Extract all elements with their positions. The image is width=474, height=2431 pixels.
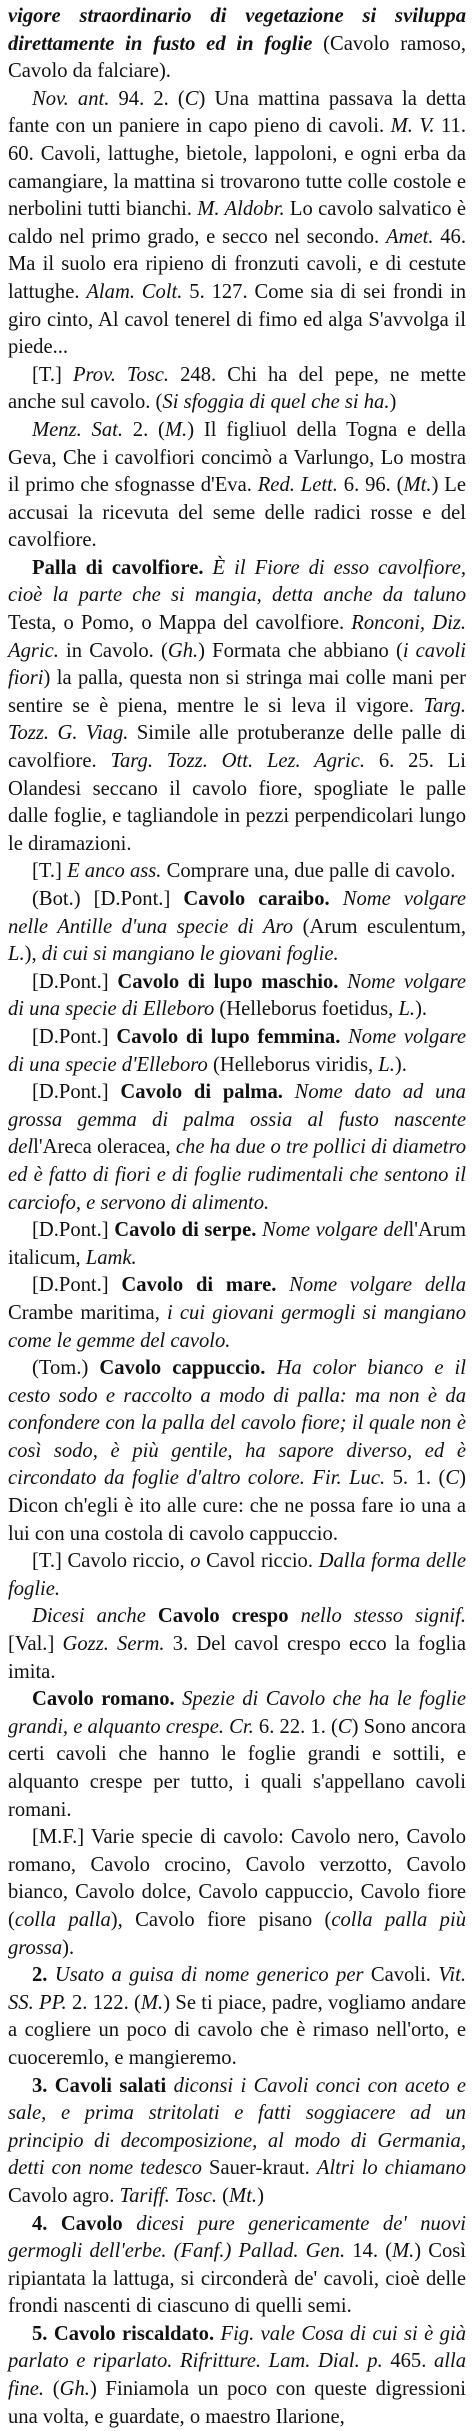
italic-run: Nome volgare di una specie di Elleboro: [8, 970, 466, 1021]
text-run: ) la palla, questa non si stringa mai colle mani per sentire se è piena, mentre le si leva il vigore.: [8, 667, 466, 717]
text-run: ): [257, 2184, 264, 2207]
para-cavolo-crespo: [8, 1603, 466, 1686]
italic-run: Lamk.: [85, 1246, 137, 1269]
bold-run: 4. Cavolo: [32, 2212, 123, 2235]
bold-run: Cavolo di lupo maschio.: [117, 970, 339, 993]
text-run: [Val.]: [8, 1633, 63, 1656]
text-run: (Helleborus viridis,: [207, 1053, 379, 1076]
italic-run: Dicesi anche: [32, 1605, 146, 1628]
text-run: Cavoli.: [363, 1964, 439, 1987]
text-run: [D.Pont.]: [32, 1025, 117, 1048]
italic-run: Targ. Tozz. G. Viag.: [8, 694, 466, 745]
text-run: (Helleborus foetidus,: [214, 998, 399, 1021]
italic-run: colla palla: [14, 1908, 111, 1931]
italic-run: Nome dato ad una grossa gemma di palma ossia al fusto nascente del: [8, 1081, 466, 1159]
italic-run: colla palla più grossa: [8, 1908, 466, 1959]
bold-run: Cavolo di mare.: [121, 1274, 277, 1297]
text-run: ) Sono ancora certi cavoli che hanno le foglie grandi e sottili, e alquanto crespe per tutto, i quali s'appellano cavoli romani.: [8, 1715, 466, 1821]
text-run: Cavol riccio.: [200, 1550, 319, 1573]
italic-run: Altri lo chiamano: [316, 2157, 467, 2180]
italic-run: Amet.: [386, 225, 434, 248]
bold-run: Cavolo caraibo.: [183, 888, 330, 910]
italic-run: i cavoli fiori: [8, 639, 466, 690]
italic-run: Gh.: [59, 2378, 90, 2401]
italic-run: Alam. Colt.: [86, 280, 183, 303]
italic-run: È il Fiore di esso cavolfiore, cioè la parte che si mangia, detta anche da taluno: [8, 556, 466, 607]
italic-run: Nome volgare del: [256, 1219, 409, 1242]
text-run: ) Così ripiantata la lattuga, si circonderà de' cavoli, cioè delle frondi nascenti di ciascuno di quelli semi.: [8, 2240, 466, 2318]
para-cavolo-caraibo: [8, 886, 466, 969]
text-run: 6. 22. 1. (: [253, 1715, 338, 1738]
text-run: (: [44, 2378, 60, 2401]
para-cavolo-lupo-maschio: [8, 969, 466, 1024]
text-run: 11. 60. Cavoli, lattughe, bietole, lappoloni, e ogni erba da camangiare, la mattina si trovarono tutte colle costole e nerbolini tutti bianchi.: [8, 115, 466, 221]
text-run: 46. Ma il suolo era ripieno di fronzuti cavoli, e di cestute lattughe.: [8, 225, 467, 303]
italic-run: M. Aldobr.: [197, 198, 285, 221]
text-run: (Bot.) [D.Pont.]: [32, 888, 184, 910]
bold-run: Cavolo di lupo femmina.: [116, 1025, 341, 1048]
italic-run: Vit. SS. PP.: [8, 1964, 466, 2014]
text-run: ) Una mattina passava la detta fante con un paniere in capo pieno di cavoli.: [8, 87, 466, 138]
text-run: 5. 127. Come sia di sei frondi in giro cinto, Al cavol tenerel di fimo ed alga S'avvolga il piede...: [8, 280, 466, 359]
para-menz-sat: [8, 417, 466, 555]
italic-run: Nome volgare della: [276, 1274, 466, 1297]
italic-run: Tariff. Tosc.: [119, 2184, 218, 2207]
text-run: Sauer-kraut.: [201, 2157, 317, 2180]
italic-run: Si sfoggia di quel che si ha.: [162, 391, 390, 414]
text-run: 2. (: [123, 418, 165, 441]
text-run: ) Il figliuol della Togna e della Geva, Che i cavolfiori concimò a Varlungo, Lo mostra il primo che sfognasse d'Eva.: [8, 418, 466, 497]
para-sense-3: [8, 2073, 466, 2211]
text-run: ), Cavolo fiore pisano (: [110, 1908, 332, 1931]
bold-run: Cavolo cappuccio.: [99, 1357, 266, 1380]
italic-run: Usato a guisa di nome generico per: [54, 1964, 364, 1987]
italic-run: che ha due o tre pollici di diametro ed è fatto di fiori e di foglie rudimentali che sentono il carciofo, e servono di alimento.: [8, 1136, 466, 1214]
italic-run: C: [337, 1715, 352, 1738]
italic-run: alla fine.: [8, 2350, 466, 2401]
italic-run: Gh.: [167, 639, 199, 662]
para-sense-5: [8, 2321, 466, 2431]
italic-run: dicesi pure genericamente de' nuovi germogli dell'erbe. (Fanf.) Pallad. Gen.: [8, 2212, 466, 2263]
text-run: ) Le accusai la ricevuta del seme delle radici rosse e del cavolfiore.: [8, 474, 466, 552]
text-run: 248. Chi ha del pepe, ne mette anche sul cavolo. (: [8, 363, 466, 414]
italic-run: E anco ass.: [67, 860, 162, 883]
bold-italic-run: vigore straordinario di vegetazione si sviluppa direttamente in fusto ed in foglie: [8, 5, 466, 55]
bold-run: 2.: [32, 1964, 55, 1987]
para-cavolo-lupo-femmina: [8, 1024, 466, 1079]
bold-run: Palla di cavolfiore.: [32, 556, 204, 579]
text-run: ) Finiamola un poco con queste digressioni una volta, e guardate, o maestro Ilarione,: [8, 2378, 467, 2428]
text-run: [D.Pont.]: [32, 970, 118, 993]
italic-run: Dalla forma delle foglie.: [8, 1550, 466, 1600]
text-run: ),: [24, 943, 42, 966]
italic-run: C: [184, 87, 199, 110]
para-cavolo-palma: [8, 1079, 466, 1217]
para-cavolo-cappuccio: [8, 1355, 466, 1548]
italic-run: L.: [398, 998, 416, 1021]
para-palla-cavolfiore: [8, 555, 466, 859]
para-cavolo-mare: [8, 1272, 466, 1355]
text-run: 94. 2. (: [109, 87, 185, 110]
para-varie-specie: [8, 1824, 466, 1962]
text-run: 2. 122. (: [66, 1991, 141, 2014]
italic-run: i cui giovani germogli si mangiano come le gemme del cavolo.: [8, 1301, 466, 1352]
italic-run: Nome volgare di una specie d'Elleboro: [8, 1025, 466, 1076]
para-cavolo-serpe: [8, 1217, 466, 1272]
italic-run: Mt.: [229, 2184, 258, 2207]
text-run: (Arum esculentum,: [293, 915, 466, 938]
para-cavolo-foglie: [8, 3, 466, 86]
text-run: ) Se ti piace, padre, vogliamo andare a cogliere un poco di cavolo che è rimaso nell'orto, e cuoceremlo, e mangieremo.: [8, 1991, 466, 2069]
text-run: (Tom.): [32, 1357, 100, 1380]
text-run: 3. Del cavol crespo ecco la foglia imita.: [8, 1633, 467, 1683]
text-run: [D.Pont.]: [32, 1081, 121, 1104]
text-run: ).: [394, 1053, 407, 1076]
para-nov-ant: [8, 86, 466, 362]
para-sense-4: [8, 2211, 466, 2321]
text-run: ).: [62, 1936, 75, 1959]
para-sense-2: [8, 1962, 466, 2072]
italic-run: Nov. ant.: [32, 87, 110, 110]
text-run: Comprare una, due palle di cavolo.: [161, 860, 456, 883]
italic-run: M. V.: [390, 115, 435, 138]
italic-run: o: [190, 1550, 201, 1573]
bold-run: Cavolo crespo: [145, 1605, 289, 1628]
italic-run: di cui si mangiano le giovani foglie.: [41, 943, 339, 966]
para-cavolo-riccio: [8, 1548, 466, 1603]
text-run: Crambe maritima,: [8, 1301, 168, 1324]
italic-run: L.: [378, 1053, 395, 1076]
italic-run: M.: [140, 1991, 164, 2014]
italic-run: L.: [8, 943, 25, 966]
text-run: ) Dicon ch'egli è ito alle cure: che ne possa fare io una a lui con una costola di cavolo cappuccio.: [8, 1467, 466, 1545]
italic-run: C: [445, 1467, 460, 1490]
italic-run: Gozz. Serm.: [62, 1633, 165, 1656]
text-run: (: [217, 2184, 230, 2207]
text-run: [T.] Cavolo riccio,: [32, 1550, 191, 1573]
italic-run: Menz. Sat.: [32, 418, 124, 441]
text-run: l'Arum italicum,: [8, 1219, 467, 1269]
text-run: Simile alle protuberanze delle palle di cavolfiore.: [8, 722, 466, 773]
bold-run: Cavolo di serpe.: [114, 1219, 257, 1242]
bold-run: 3. Cavoli salati: [32, 2074, 167, 2097]
italic-run: Red. Lett.: [257, 474, 338, 497]
text-run: [T.]: [32, 363, 73, 386]
text-run: ) Formata che abbiano (: [198, 639, 403, 662]
text-run: Testa, o Pomo, o Mappa del cavolfiore.: [8, 612, 352, 635]
text-run: l'Areca oleracea,: [33, 1136, 176, 1159]
bold-run: Cavolo romano.: [32, 1688, 175, 1711]
italic-run: Spezie di Cavolo che ha le foglie grandi, e alquanto crespe. Cr.: [8, 1688, 466, 1738]
text-run: [D.Pont.]: [32, 1219, 115, 1242]
text-run: 6. 25. Li Olandesi seccano il cavolo fiore, spogliate le palle dalle foglie, e tagliandole in pezzi perpendicolari lungo le diramazioni.: [8, 750, 466, 855]
bold-run: 5. Cavolo riscaldato.: [32, 2322, 215, 2345]
italic-run: Targ. Tozz. Ott. Lez. Agric.: [110, 750, 366, 773]
text-run: 5. 1. (: [385, 1467, 446, 1490]
text-run: 14. (: [345, 2240, 392, 2263]
italic-run: Nome volgare nelle Antille d'una specie di Aro: [8, 888, 466, 938]
italic-run: M.: [391, 2240, 415, 2263]
italic-run: Fig. vale Cosa di cui si è già parlato e riparlato. Rifritture. Lam. Dial. p.: [8, 2322, 466, 2373]
text-run: Cavolo agro.: [8, 2184, 120, 2207]
italic-run: Mt.: [403, 474, 432, 497]
italic-run: nello stesso signif.: [288, 1605, 466, 1628]
text-run: [D.Pont.]: [32, 1274, 122, 1297]
text-run: 465.: [382, 2350, 434, 2373]
bold-run: Cavolo di palma.: [120, 1081, 283, 1104]
italic-run: Prov. Tosc.: [72, 363, 170, 386]
italic-run: M.: [164, 418, 188, 441]
para-cavolo-romano: [8, 1686, 466, 1824]
italic-run: Ronconi, Diz. Agric.: [8, 612, 467, 662]
para-prov-tosc: [8, 362, 466, 417]
italic-run: diconsi i Cavoli conci con aceto e sale, e prima stritolati e fatti soggiacere ad un principio di decomposizione, al modo di Germania, detti con nome tedesco: [8, 2074, 466, 2180]
text-run: (Cavolo ramoso, Cavolo da falciare).: [8, 32, 466, 83]
text-run: Lo cavolo salvatico è caldo nel primo grado, e secco nel secondo.: [8, 198, 466, 248]
text-run: ).: [415, 998, 428, 1021]
text-run: [T.]: [32, 860, 68, 883]
text-run: in Cavolo. (: [58, 639, 168, 662]
text-run: 6. 96. (: [337, 474, 404, 497]
text-run: ): [389, 391, 397, 414]
italic-run: Ha color bianco e il cesto sodo e raccolto a modo di palla: ma non è da confondere con la palla del cavolo fiore; il quale non è così sodo, è più gentile, ha sapore diverso, ed è circondato da foglie d'altro colore. Fir. Luc.: [8, 1357, 466, 1490]
para-anco-ass: [8, 858, 466, 886]
text-run: [M.F.] Varie specie di cavolo: Cavolo nero, Cavolo romano, Cavolo crocino, Cavolo verzotto, Cavolo bianco, Cavolo dolce, Cavolo cappuccio, Cavolo fiore (: [8, 1826, 466, 1931]
